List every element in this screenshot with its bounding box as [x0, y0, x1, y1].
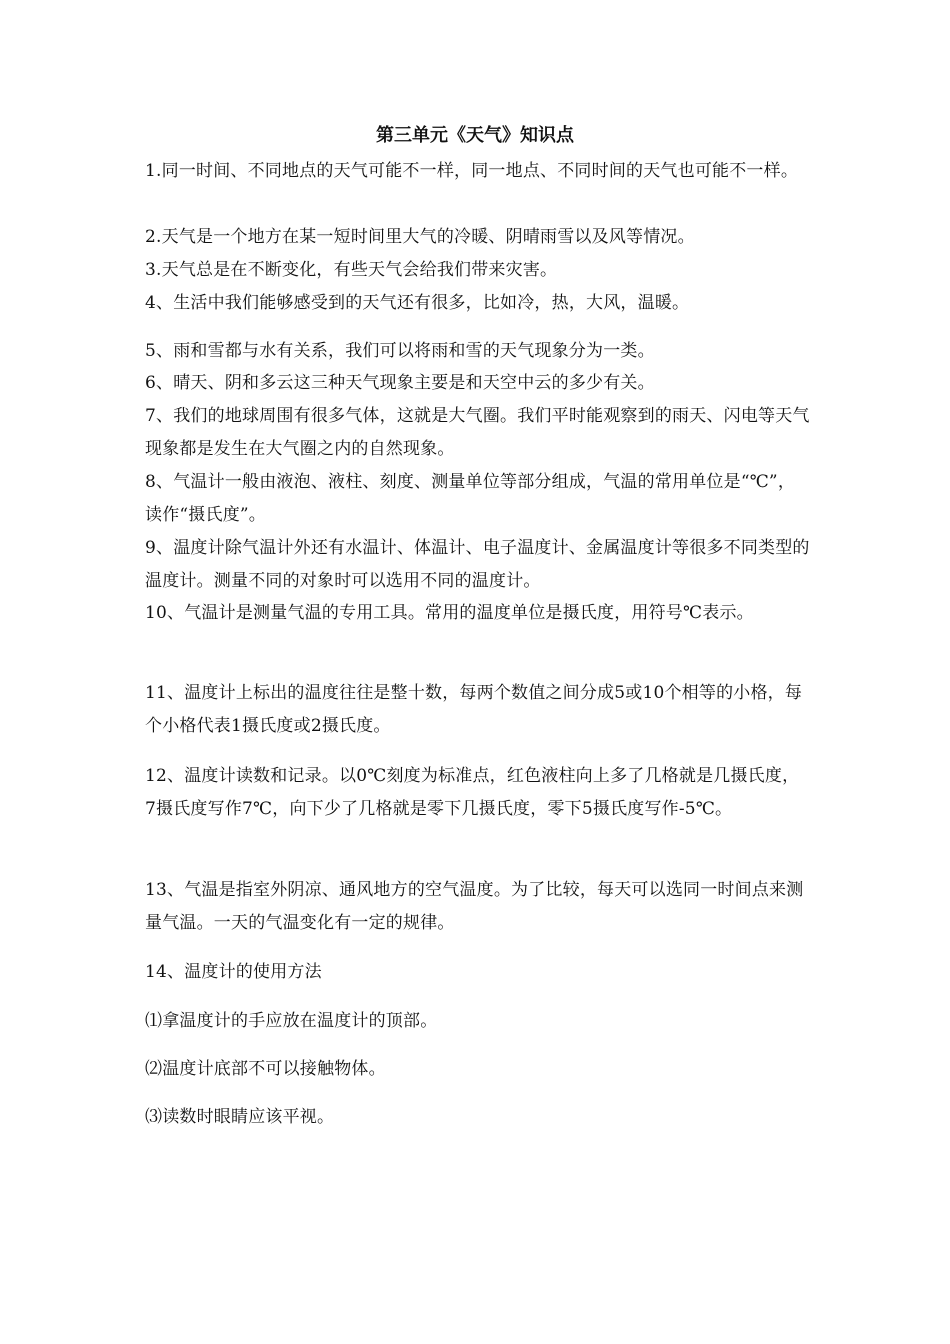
- paragraph-16: ⑵温度计底部不可以接触物体。: [145, 1059, 386, 1079]
- paragraph-4: 4、生活中我们能够感受到的天气还有很多，比如冷，热，大风，温暖。: [145, 293, 690, 313]
- paragraph-1: 1.同一时间、不同地点的天气可能不一样，同一地点、不同时间的天气也可能不一样。: [145, 161, 799, 181]
- paragraph-13: 13、气温是指室外阴凉、通风地方的空气温度。为了比较，每天可以选同一时间点来测量气温。一天的气温变化有一定的规律。: [145, 880, 804, 933]
- paragraph-5: 5、雨和雪都与水有关系，我们可以将雨和雪的天气现象分为一类。: [145, 341, 655, 361]
- paragraph-8: 8、气温计一般由液泡、液柱、刻度、测量单位等部分组成，气温的常用单位是“℃”，读作“摄氏度”。: [145, 472, 796, 525]
- document-title: 第三单元《天气》知识点: [376, 125, 574, 146]
- paragraph-6: 6、晴天、阴和多云这三种天气现象主要是和天空中云的多少有关。: [145, 373, 655, 393]
- paragraph-7: 7、我们的地球周围有很多气体，这就是大气圈。我们平时能观察到的雨天、闪电等天气现象都是发生在大气圈之内的自然现象。: [145, 406, 810, 459]
- paragraph-9: 9、温度计除气温计外还有水温计、体温计、电子温度计、金属温度计等很多不同类型的温度计。测量不同的对象时可以选用不同的温度计。: [145, 538, 810, 591]
- paragraph-15: ⑴拿温度计的手应放在温度计的顶部。: [145, 1011, 438, 1031]
- paragraph-11: 11、温度计上标出的温度往往是整十数，每两个数值之间分成5或10个相等的小格，每个小格代表1摄氏度或2摄氏度。: [145, 683, 803, 736]
- paragraph-17: ⑶读数时眼睛应该平视。: [145, 1107, 335, 1127]
- paragraph-14: 14、温度计的使用方法: [145, 962, 322, 982]
- paragraph-12: 12、温度计读数和记录。以0℃刻度为标准点，红色液柱向上多了几格就是几摄氏度，7摄氏度写作7℃，向下少了几格就是零下几摄氏度，零下5摄氏度写作-5℃。: [145, 766, 800, 819]
- paragraph-10: 10、气温计是测量气温的专用工具。常用的温度单位是摄氏度，用符号℃表示。: [145, 603, 754, 623]
- paragraph-2: 2.天气是一个地方在某一短时间里大气的冷暖、阴晴雨雪以及风等情况。: [145, 227, 695, 247]
- paragraph-3: 3.天气总是在不断变化，有些天气会给我们带来灾害。: [145, 260, 558, 280]
